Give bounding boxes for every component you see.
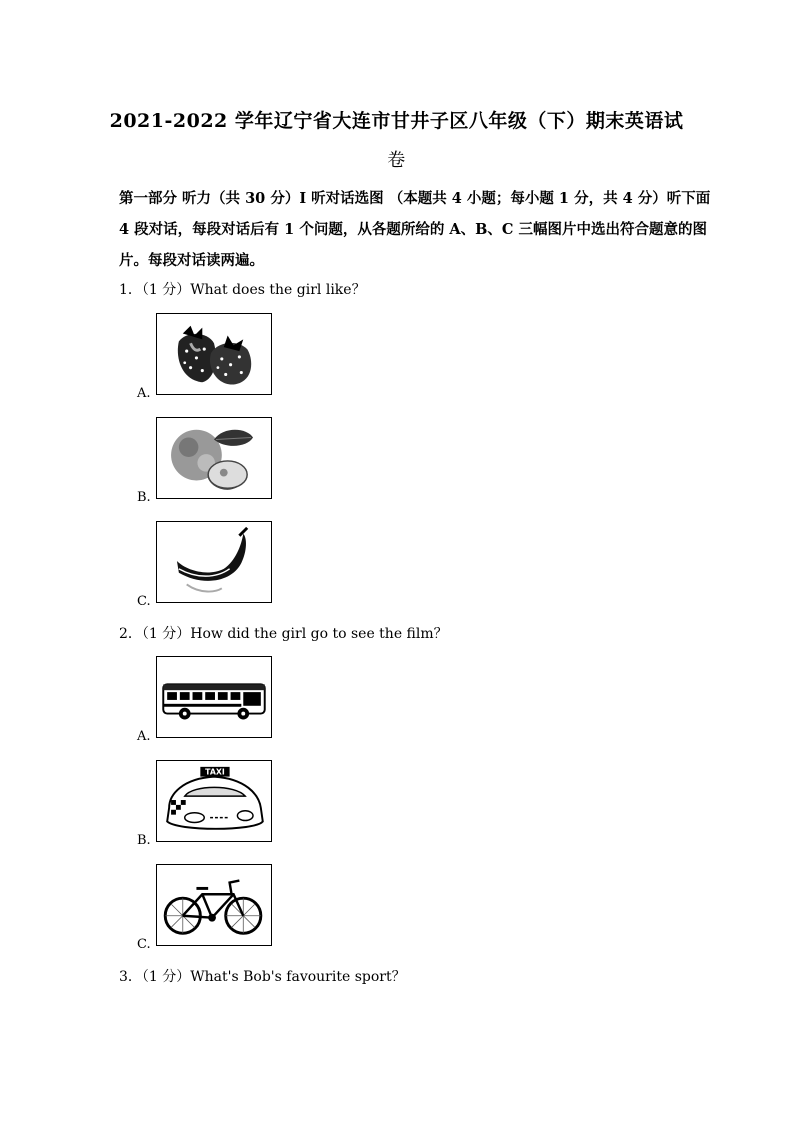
peach-icon bbox=[157, 418, 271, 498]
taxi-icon bbox=[157, 761, 271, 841]
option-label: C. bbox=[137, 594, 151, 609]
section-instructions bbox=[119, 183, 711, 276]
strawberry-icon bbox=[157, 314, 271, 394]
option-label: C. bbox=[137, 937, 151, 952]
instruction-line: 片。每段对话读两遍。 bbox=[119, 252, 264, 269]
page-title-continued: 卷 bbox=[387, 150, 406, 171]
option-1a-image bbox=[156, 313, 272, 395]
option-2a-image bbox=[156, 656, 272, 738]
option-label: B. bbox=[137, 490, 151, 505]
option-label: B. bbox=[137, 833, 151, 848]
taxi-sign-text: TAXI bbox=[205, 767, 225, 777]
page-title: 2021-2022 学年辽宁省大连市甘井子区八年级（下）期末英语试 bbox=[109, 110, 684, 132]
option-1c-image bbox=[156, 521, 272, 603]
option-2b-image bbox=[156, 760, 272, 842]
question-1-text: 1．（1 分）What does the girl like？ bbox=[119, 282, 366, 298]
option-label: A. bbox=[137, 386, 151, 401]
question-3-text: 3．（1 分）What's Bob's favourite sport？ bbox=[119, 969, 406, 985]
instruction-line: 第一部分 听力（共 30 分）Ⅰ 听对话选图 （本题共 4 小题；每小题 1 分，共 4 分）听下面 bbox=[119, 190, 711, 207]
bicycle-icon bbox=[157, 865, 271, 945]
bus-icon bbox=[157, 657, 271, 737]
option-label: A. bbox=[137, 729, 151, 744]
question-2-text: 2．（1 分）How did the girl go to see the film？ bbox=[119, 626, 448, 642]
option-2c-image bbox=[156, 864, 272, 946]
option-1b-image bbox=[156, 417, 272, 499]
banana-icon bbox=[157, 522, 271, 602]
instruction-line: 4 段对话，每段对话后有 1 个问题，从各题所给的 A、B、C 三幅图片中选出符合题意的图 bbox=[119, 221, 707, 238]
